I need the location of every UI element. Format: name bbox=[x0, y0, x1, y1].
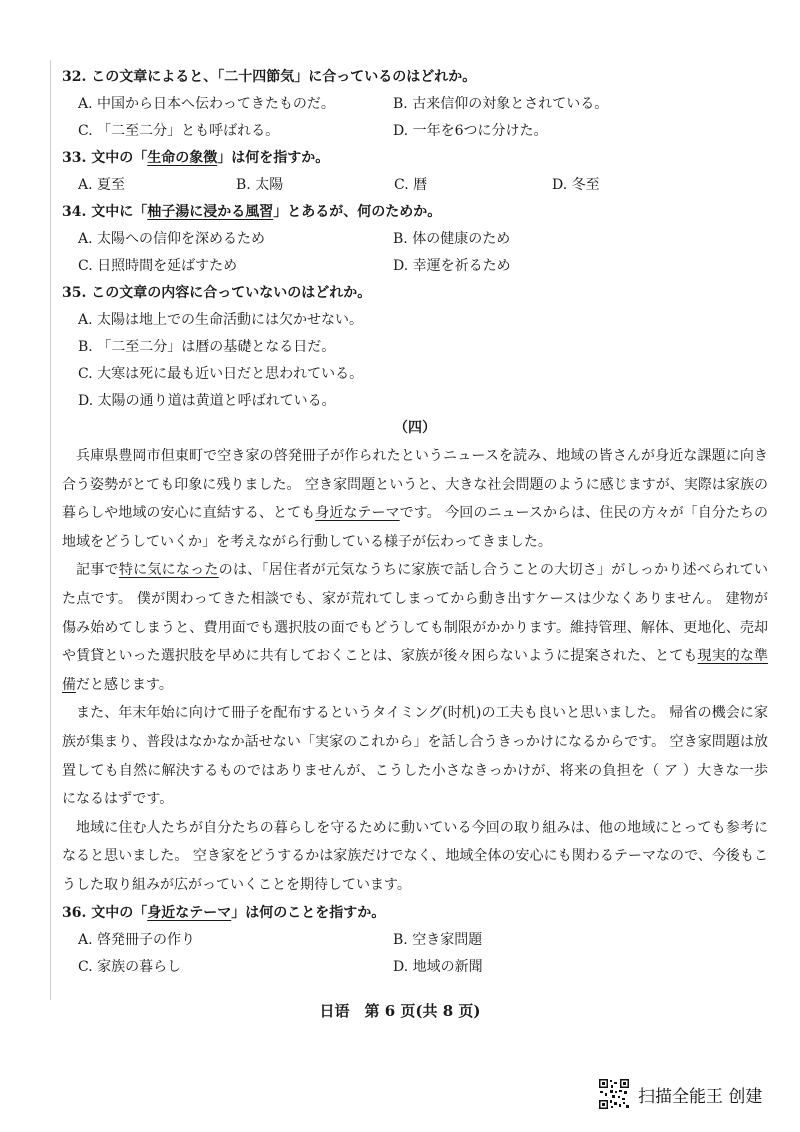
question-32-option-a: A. 中国から日本へ伝わってきたものだ。 bbox=[78, 96, 335, 112]
section-title: （四） bbox=[394, 420, 436, 436]
passage-1-underlined-phrase: 身近なテーマ bbox=[315, 505, 400, 522]
page-footer: 日语 第 6 页(共 8 页) bbox=[319, 1002, 481, 1020]
question-36-option-c: C. 家族の暮らし bbox=[78, 958, 182, 975]
question-35-stem bbox=[62, 280, 768, 307]
passage-2-text-a: 記事で bbox=[76, 562, 119, 579]
question-35-option-c: C. 大寒は死に最も近い日だと思われている。 bbox=[78, 366, 364, 382]
left-margin-line bbox=[50, 60, 51, 1000]
question-36-options-row-1 bbox=[62, 927, 768, 954]
question-36-text-before: 36. 文中の「 bbox=[62, 904, 148, 921]
question-33-option-b: B. 太陽 bbox=[236, 177, 284, 193]
question-34-underlined-phrase: 柚子湯に浸かる風習 bbox=[147, 204, 274, 220]
question-33-option-d: D. 冬至 bbox=[552, 177, 600, 193]
question-35-text: 35. この文章の内容に合っていないのはどれか。 bbox=[62, 285, 372, 301]
passage-paragraph-3 bbox=[62, 699, 768, 813]
passage-paragraph-1 bbox=[62, 442, 768, 556]
question-34-option-b: B. 体の健康のため bbox=[393, 231, 511, 247]
question-36-text-after: 」は何のことを指すか。 bbox=[231, 904, 386, 921]
passage-2-underlined-phrase-2: 現実的な準備 bbox=[62, 648, 769, 693]
question-34-stem bbox=[62, 199, 768, 226]
question-34-option-c: C. 日照時間を延ばすため bbox=[78, 258, 238, 274]
question-36-options-row-2 bbox=[62, 954, 768, 981]
passage-paragraph-4 bbox=[62, 814, 768, 900]
passage-3-text: また、年末年始に向けて冊子を配布するというタイミング(时机)の工夫も良いと思いました。 帰省の機会に家族が集まり、普段はなかなか話せない「実家のこれから」を話し合うきっかけになるからです。 空き家問題は放置しても自然に解決するものではありませんが、こうした小さなきっかけが、将来の負担を（ ア ）大きな一歩になるはずです。 bbox=[62, 705, 768, 808]
question-34-options-row-1 bbox=[62, 226, 768, 253]
question-35-option-a: A. 太陽は地上での生命活動には欠かせない。 bbox=[78, 312, 364, 328]
question-32-option-d: D. 一年を6つに分けた。 bbox=[393, 123, 548, 139]
question-33-options-row bbox=[62, 172, 768, 199]
qr-code-icon bbox=[598, 1078, 630, 1110]
question-36-stem bbox=[62, 900, 768, 927]
question-36-option-d: D. 地域の新聞 bbox=[393, 958, 483, 975]
question-36-underlined-phrase: 身近なテーマ bbox=[147, 904, 232, 921]
question-32-text: 32. この文章によると、「二十四節気」に合っているのはどれか。 bbox=[62, 69, 477, 85]
question-34-text-after: 」とあるが、何のためか。 bbox=[273, 204, 442, 220]
question-33-option-a: A. 夏至 bbox=[78, 177, 126, 193]
question-33-text-before: 33. 文中の「 bbox=[62, 150, 148, 166]
question-33-option-c: C. 暦 bbox=[394, 177, 428, 193]
passage-paragraph-2 bbox=[62, 556, 768, 699]
passage-2-underlined-phrase-1: 特に気になった bbox=[118, 562, 219, 579]
question-34-text-before: 34. 文中に「 bbox=[62, 204, 148, 220]
question-35-option-d: D. 太陽の通り道は黄道と呼ばれている。 bbox=[78, 393, 336, 409]
question-32-options-row-2 bbox=[62, 118, 768, 145]
passage-1-text-b: です。 今回のニュースからは、住民の方々が「自分たちの地域をどうしていくか」を考えながら行動している様子が伝わってきました。 bbox=[62, 505, 769, 550]
passage-4-text: 地域に住む人たちが自分たちの暮らしを守るために動いている今回の取り組みは、他の地域にとっても参考になると思いました。 空き家をどうするかは家族だけでなく、地域全体の安心にも関わるテーマなので、今後もこうした取り組みが広がっていくことを期待しています。 bbox=[62, 819, 768, 893]
question-33-text-after: 」は何を指すか。 bbox=[217, 150, 330, 166]
question-34-option-d: D. 幸運を祈るため bbox=[393, 258, 511, 274]
question-34-option-a: A. 太陽への信仰を深めるため bbox=[78, 231, 266, 247]
question-32-options-row-1 bbox=[62, 91, 768, 118]
question-33-stem bbox=[62, 145, 768, 172]
question-33-underlined-phrase: 生命の象徴 bbox=[147, 150, 218, 166]
question-36-option-a: A. 啓発冊子の作り bbox=[78, 931, 196, 948]
scanner-watermark-label: 扫描全能王 创建 bbox=[638, 1086, 763, 1107]
scanner-watermark bbox=[598, 1078, 762, 1110]
question-34-options-row-2 bbox=[62, 253, 768, 280]
page-content bbox=[62, 64, 768, 981]
question-36-option-b: B. 空き家問題 bbox=[393, 931, 483, 948]
passage-2-text-b: のは、「居住者が元気なうちに家族で話し合うことの大切さ」がしっかり述べられていた点です。 僕が関わってきた相談でも、家が荒れてしまってから動き出すケースは少なくありません。 建物が傷み始めてしまうと、費用面でも選択肢の面でもどうしても制限がかかります。維持管理、解体、更地化、売却や賃貸といった選択肢を早めに共有しておくことは、家族が後々困らないように提案された、とても bbox=[62, 562, 769, 665]
question-32-option-b: B. 古来信仰の対象とされている。 bbox=[393, 96, 609, 112]
passage-2-text-c: だと感じます。 bbox=[76, 676, 173, 693]
question-35-option-b: B. 「二至二分」は暦の基礎となる日だ。 bbox=[78, 339, 336, 355]
question-32-option-c: C. 「二至二分」とも呼ばれる。 bbox=[78, 123, 280, 139]
question-32-stem bbox=[62, 64, 768, 91]
passage-1-text-a: 兵庫県豊岡市但東町で空き家の啓発冊子が作られたというニュースを読み、地域の皆さんが身近な課題に向き合う姿勢がとても印象に残りました。 空き家問題というと、大きな社会問題のように感じますが、実際は家族の暮らしや地域の安心に直結する、とても bbox=[62, 448, 768, 522]
